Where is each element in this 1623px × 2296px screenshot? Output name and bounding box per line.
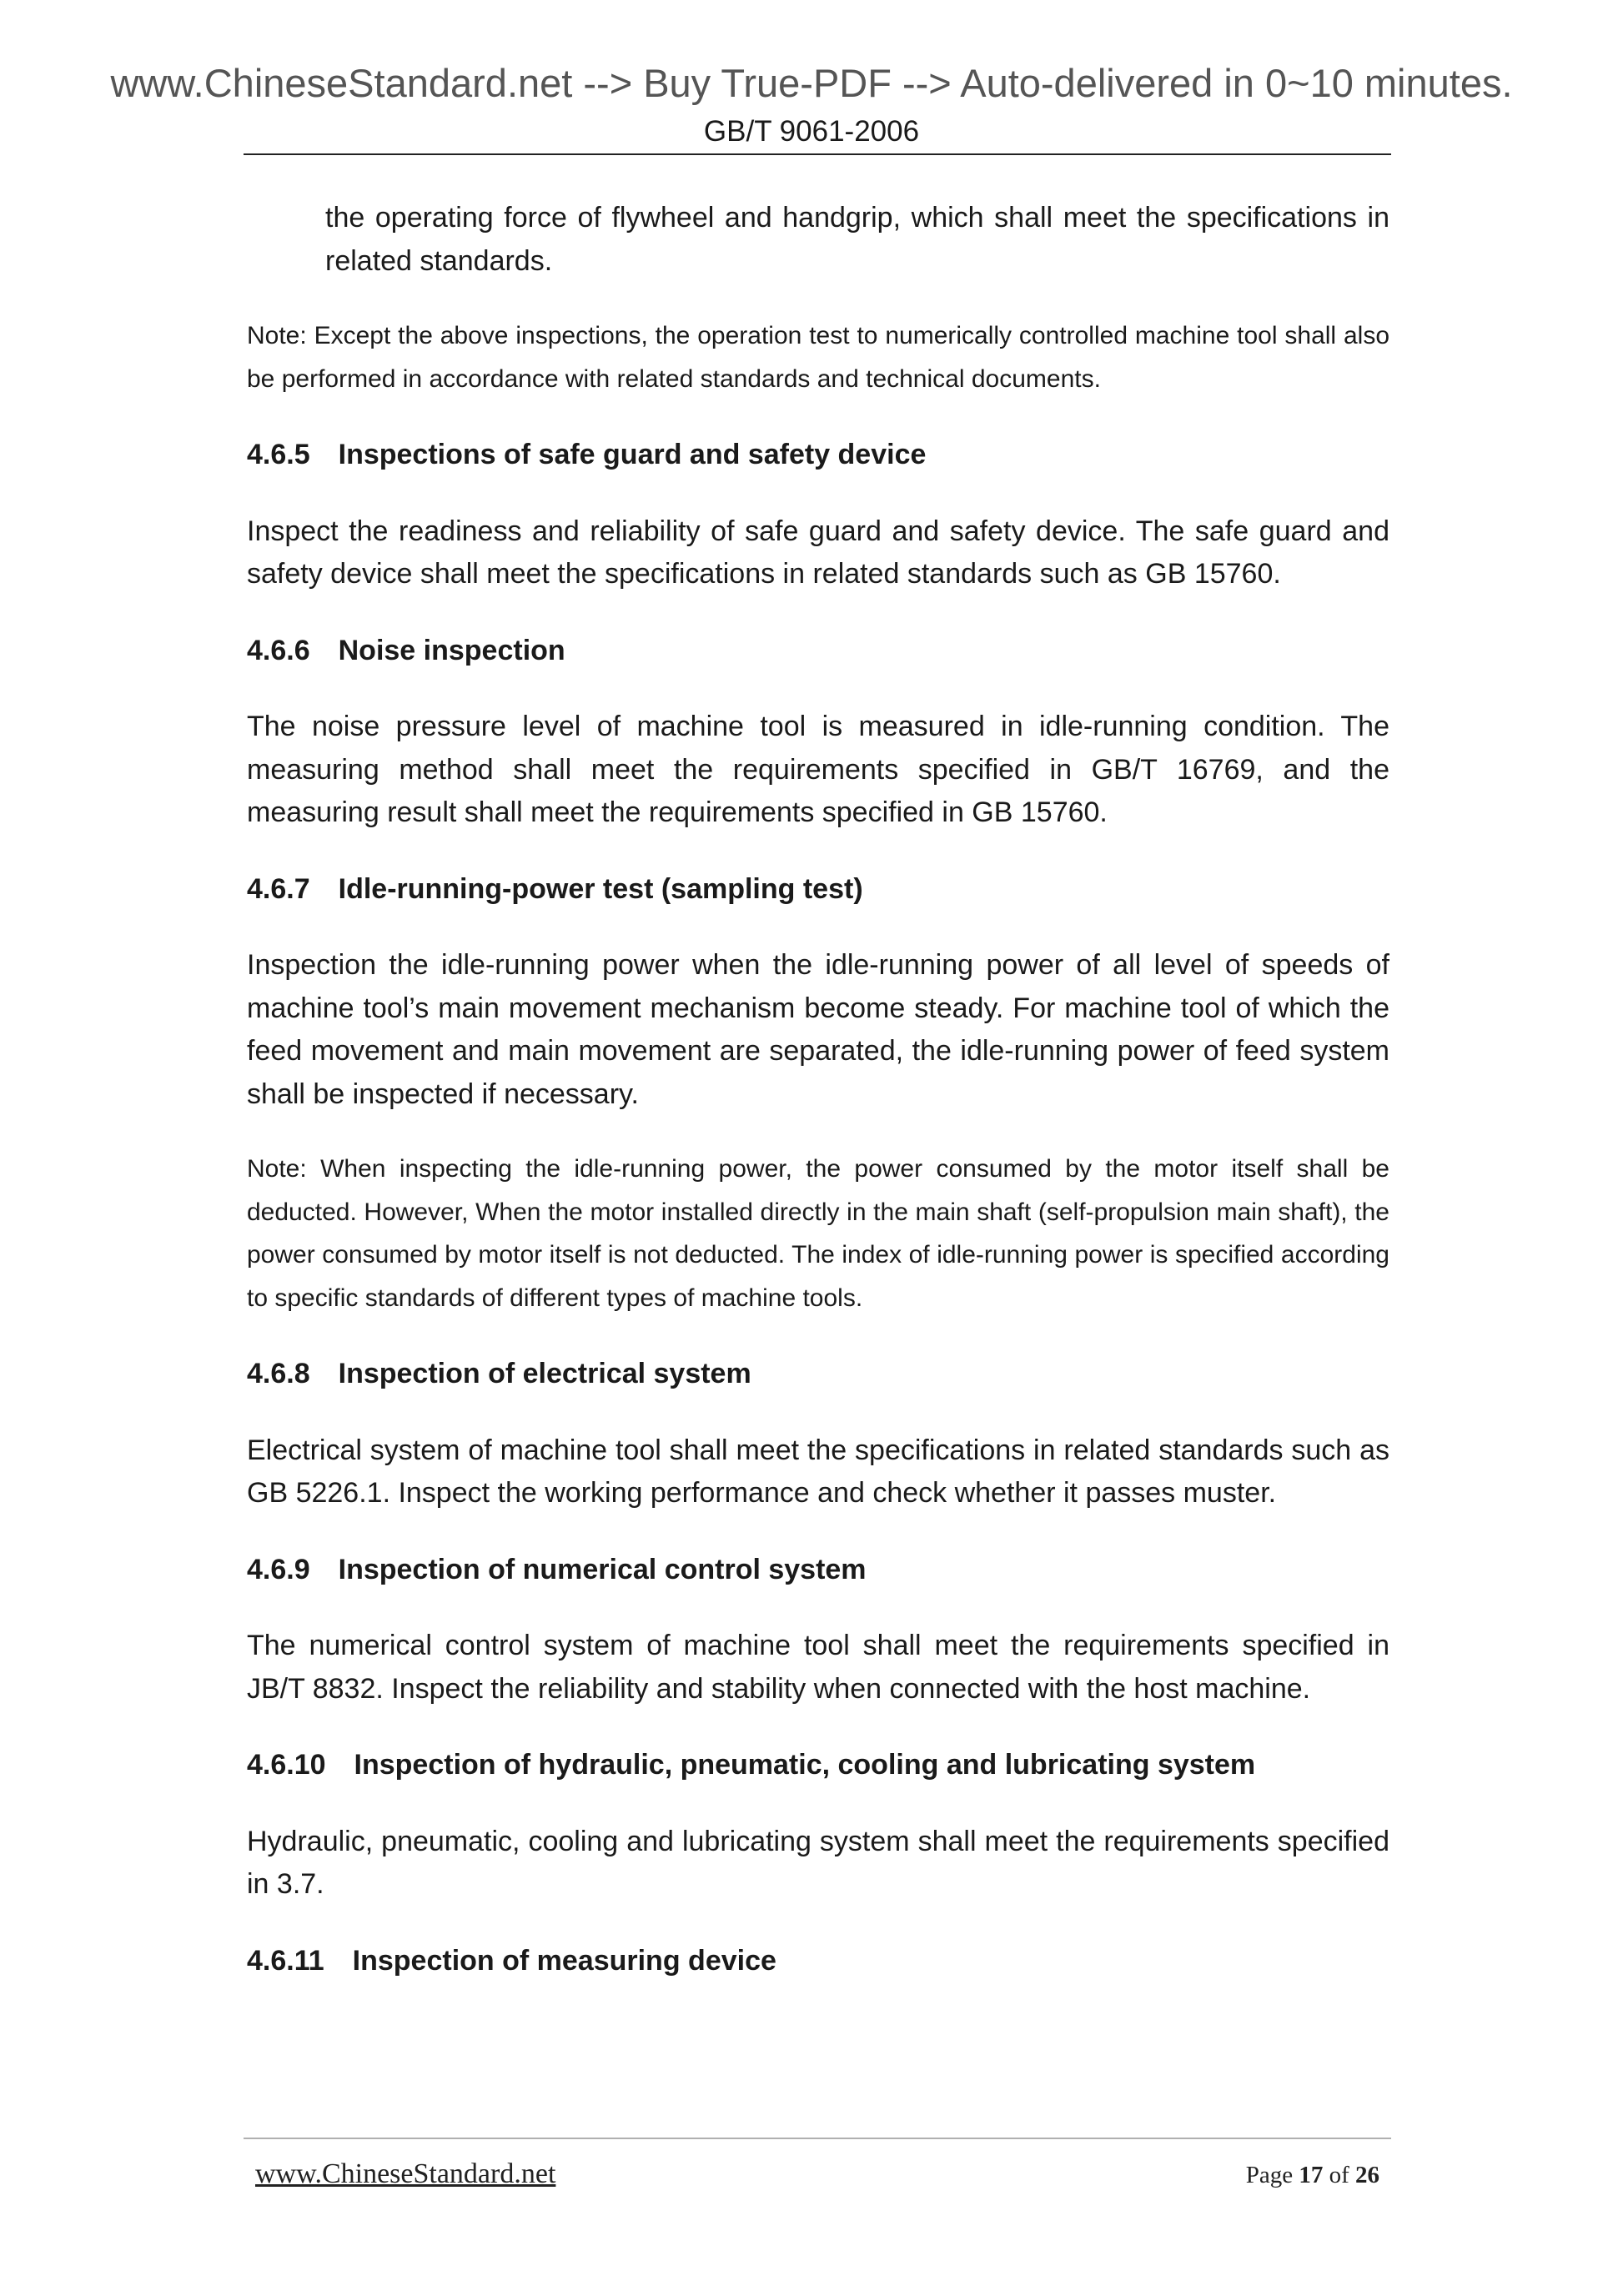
section-body-4-6-5: Inspect the readiness and reliability of safe guard and safety device. The safe guard and safety device shall meet the specifications in related standards such as GB 15760. [247, 515, 1389, 590]
note-paragraph: Note: Except the above inspections, the operation test to numerically controlled machine tool shall also be performed in accordance with related standards and technical documents. [247, 322, 1389, 393]
section-body-4-6-6: The noise pressure level of machine tool is measured in idle-running condition. The measuring method shall meet the requirements specified in GB/T 16769, and the measuring result shall meet the requirements specified in GB 15760. [247, 711, 1389, 828]
section-number: 4.6.8 [247, 1358, 310, 1389]
page-indicator [1246, 2163, 1379, 2188]
page-total: 26 [1355, 2162, 1379, 2188]
page-number: 17 [1299, 2162, 1324, 2188]
section-heading-4-6-6 [247, 630, 1389, 673]
section-heading-4-6-11 [247, 1940, 1389, 1983]
continuation-paragraph: the operating force of flywheel and handgrip, which shall meet the specifications in related standards. [325, 202, 1389, 277]
section-number: 4.6.10 [247, 1749, 326, 1781]
header-divider [244, 153, 1391, 155]
section-title: Inspection of numerical control system [338, 1553, 867, 1585]
section-heading-4-6-10 [247, 1744, 1389, 1787]
section-note-4-6-7: Note: When inspecting the idle-running power, the power consumed by the motor itself shall be deducted. However, When the motor installed directly in the main shaft (self-propulsion main shaft), the power consumed by motor itself is not deducted. The index of idle-running power is specified according to specific standards of different types of machine tools. [247, 1155, 1389, 1312]
purchase-banner: www.ChineseStandard.net --> Buy True-PDF --> Auto-delivered in 0~10 minutes. [110, 61, 1513, 105]
section-heading-4-6-7 [247, 868, 1389, 912]
section-title: Inspection of measuring device [352, 1944, 776, 1977]
section-heading-4-6-8 [247, 1353, 1389, 1396]
section-body-4-6-9: The numerical control system of machine tool shall meet the requirements specified in JB/T 8832. Inspect the reliability and stability when connected with the host machine. [247, 1630, 1389, 1705]
main-content [247, 197, 1389, 1982]
footer-divider [244, 2138, 1391, 2139]
footer-website-link[interactable]: www.ChineseStandard.net [255, 2158, 556, 2189]
section-title: Idle-running-power test (sampling test) [338, 872, 863, 905]
section-number: 4.6.5 [247, 439, 310, 470]
section-body-4-6-7: Inspection the idle-running power when the idle-running power of all level of speeds of machine tool’s main movement mechanism become steady. For machine tool of which the feed movement and main movement are separated, the idle-running power of feed system shall be inspected if necessary. [247, 949, 1389, 1110]
section-number: 4.6.7 [247, 872, 310, 905]
page-of-label: of [1329, 2162, 1349, 2188]
section-number: 4.6.11 [247, 1944, 324, 1977]
section-heading-4-6-9 [247, 1549, 1389, 1592]
section-title: Inspection of hydraulic, pneumatic, cooling and lubricating system [354, 1749, 1256, 1781]
section-number: 4.6.9 [247, 1553, 310, 1585]
section-title: Inspection of electrical system [338, 1358, 751, 1389]
standard-code: GB/T 9061-2006 [703, 115, 920, 148]
section-body-4-6-8: Electrical system of machine tool shall meet the specifications in related standards such as GB 5226.1. Inspect the working performance and check whether it passes muster. [247, 1434, 1389, 1509]
section-title: Inspections of safe guard and safety device [338, 439, 927, 470]
section-number: 4.6.6 [247, 634, 310, 666]
section-body-4-6-10: Hydraulic, pneumatic, cooling and lubricating system shall meet the requirements specified in 3.7. [247, 1825, 1389, 1900]
section-title: Noise inspection [338, 634, 565, 666]
page-label: Page [1245, 2162, 1294, 2188]
section-heading-4-6-5 [247, 434, 1389, 477]
